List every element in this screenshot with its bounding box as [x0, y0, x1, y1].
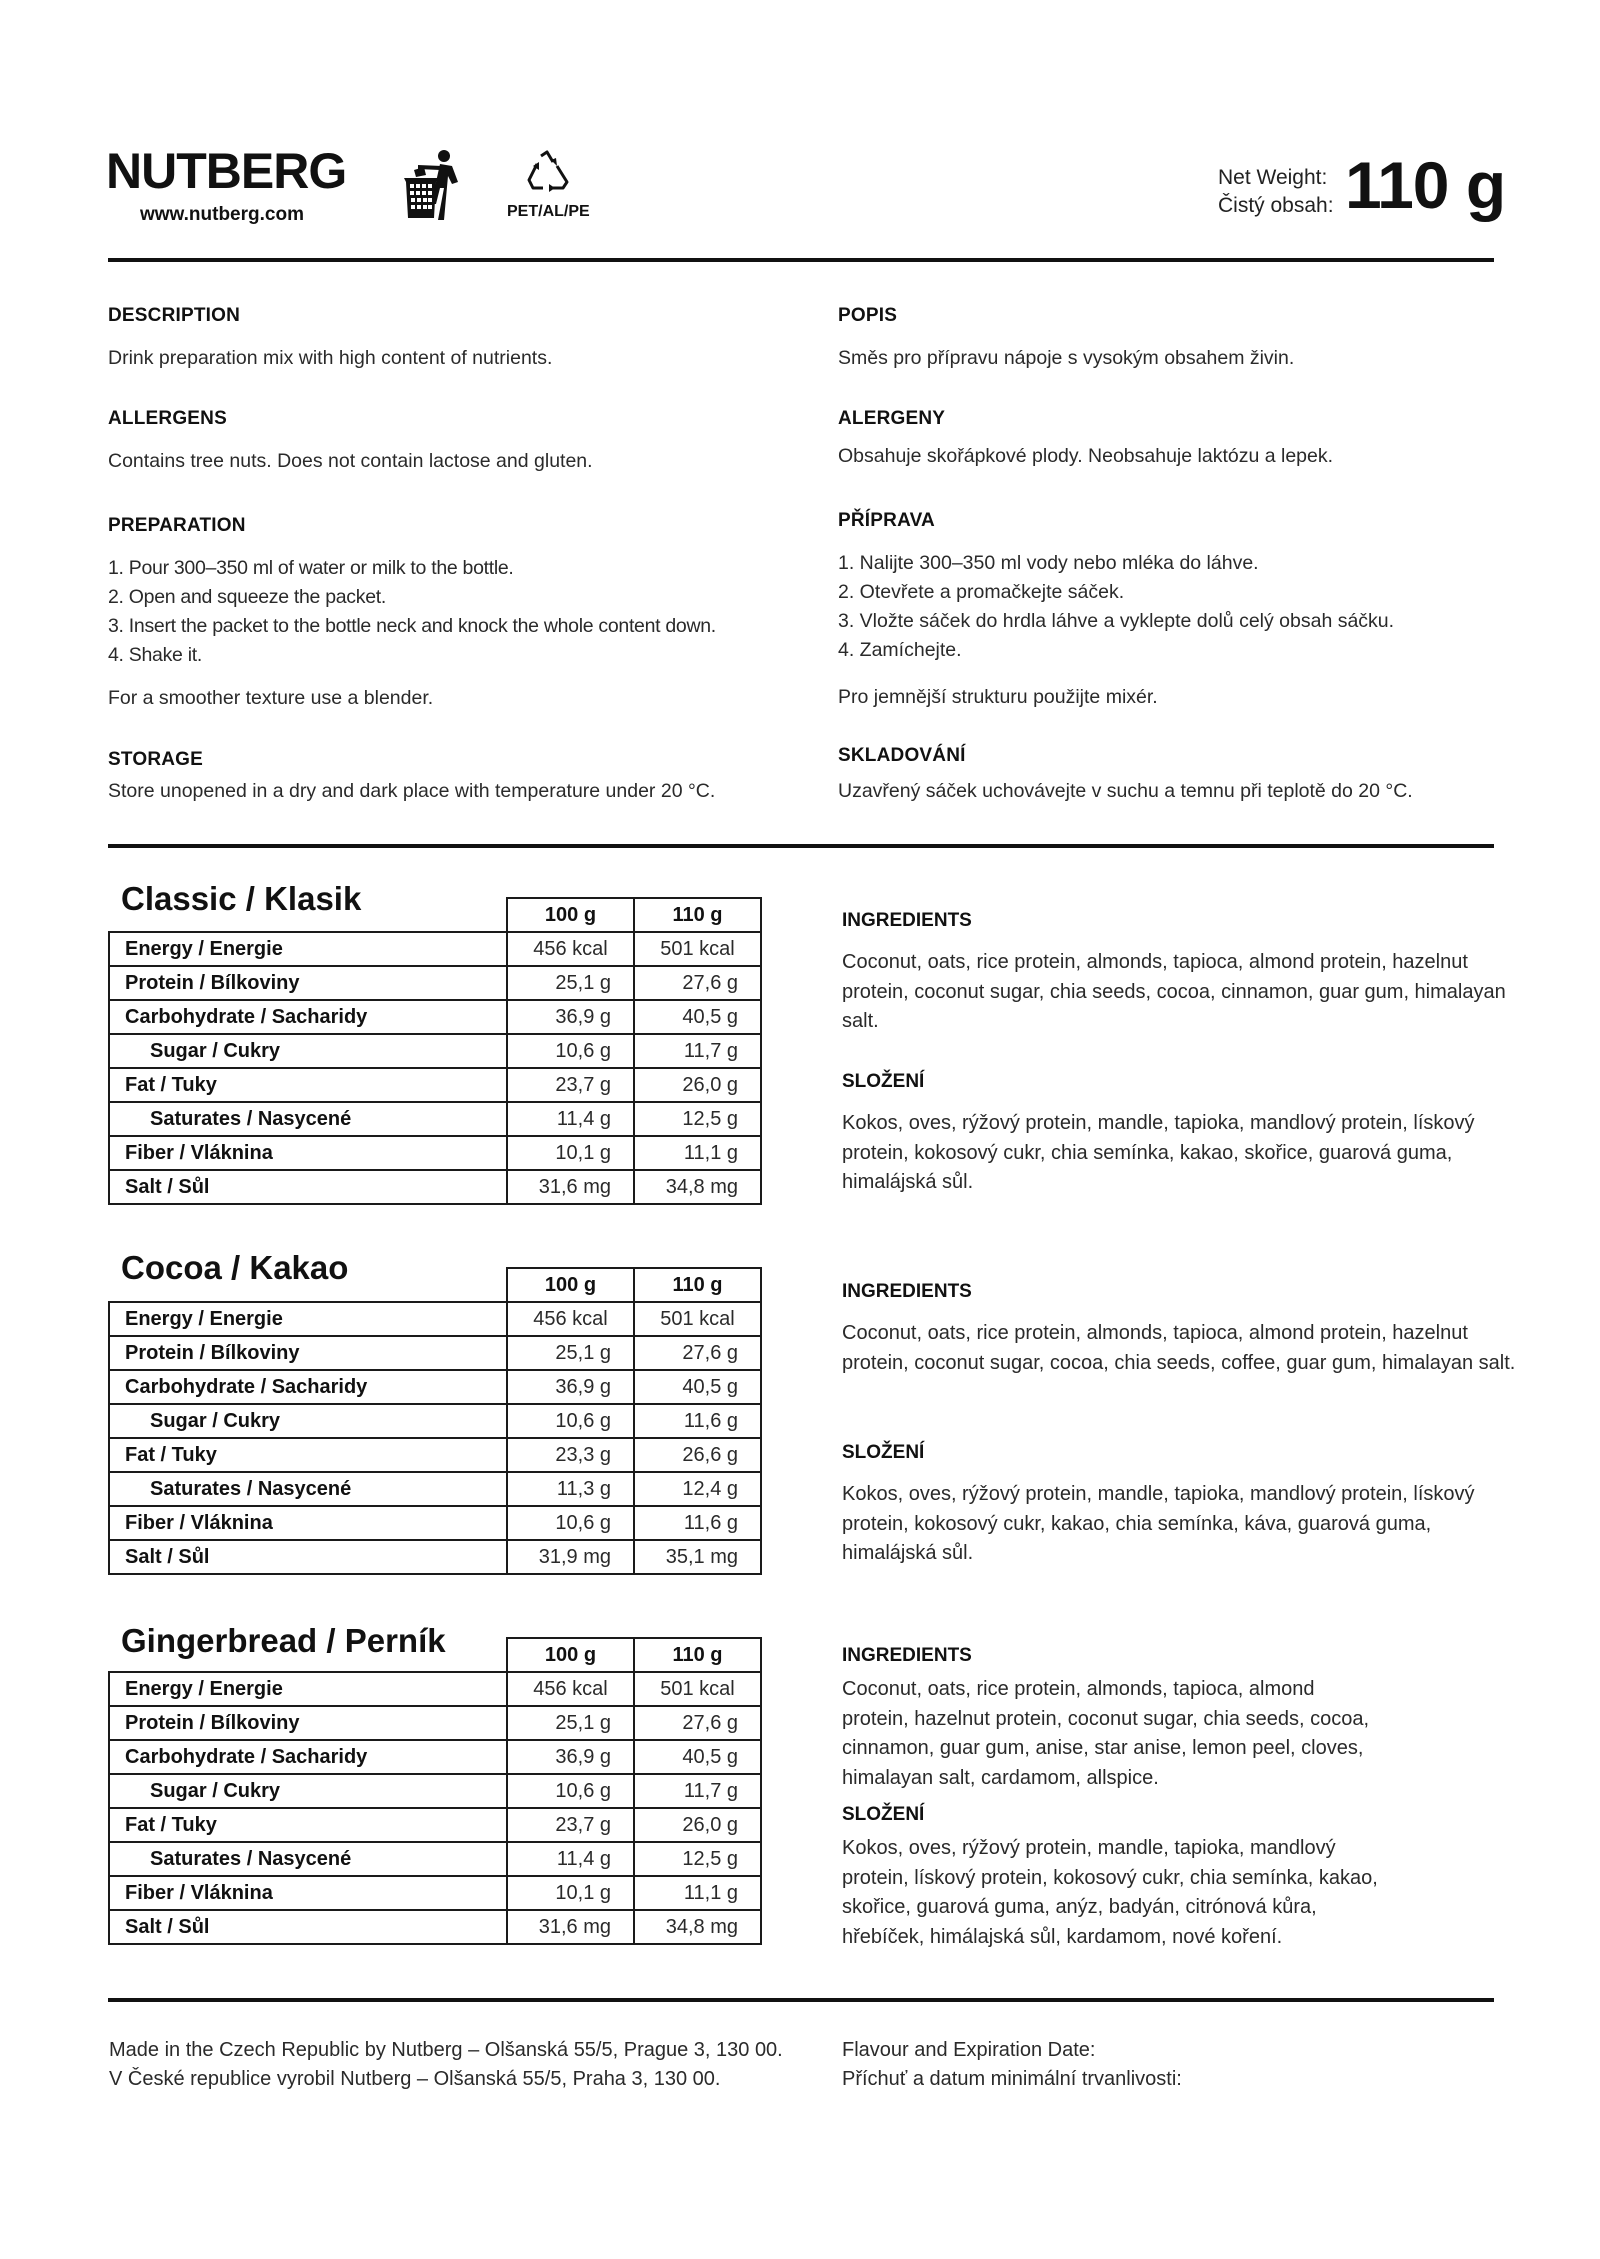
value-110g: 26,0 g — [634, 1068, 761, 1102]
description-heading-en: DESCRIPTION — [108, 305, 241, 326]
slozeni-text-classic: Kokos, oves, rýžový protein, mandle, tapioka, mandlový protein, lískový protein, kokosový cukr, chia semínka, kakao, skořice, guarová guma, himalájská sůl. — [842, 1112, 1475, 1193]
table-row — [109, 1740, 761, 1774]
value-100g: 10,6 g — [507, 1404, 634, 1438]
value-110g: 40,5 g — [634, 1740, 761, 1774]
preparation-step: 1. Pour 300–350 ml of water or milk to the bottle. — [108, 557, 514, 579]
expiry-label-cz: Příchuť a datum minimální trvanlivosti: — [842, 2068, 1182, 2090]
allergens-text-cz: Obsahuje skořápkové plody. Neobsahuje laktózu a lepek. — [838, 445, 1334, 467]
ingredients-heading-cocoa: INGREDIENTS — [842, 1281, 972, 1302]
table-row — [109, 1842, 761, 1876]
manufacturer-info — [109, 2036, 783, 2094]
ingredients-text-cocoa: Coconut, oats, rice protein, almonds, tapioca, almond protein, hazelnut protein, coconut sugar, cocoa, chia seeds, coffee, guar gum, himalayan salt. — [842, 1322, 1516, 1374]
info-divider — [108, 844, 1494, 848]
ingredients-text-classic: Coconut, oats, rice protein, almonds, tapioca, almond protein, hazelnut protein, coconut sugar, chia seeds, cocoa, cinnamon, guar gum, himalayan salt. — [842, 951, 1506, 1032]
table-row — [109, 1034, 761, 1068]
nutrient-label: Sugar / Cukry — [109, 1034, 507, 1068]
nutrient-label: Salt / Sůl — [109, 1910, 507, 1944]
table-row — [109, 1000, 761, 1034]
table-row — [109, 1336, 761, 1370]
value-100g: 25,1 g — [507, 966, 634, 1000]
storage-heading-cz: SKLADOVÁNÍ — [838, 745, 966, 766]
value-100g: 23,7 g — [507, 1808, 634, 1842]
nutrition-table-classic — [108, 897, 762, 1205]
table-row — [109, 1672, 761, 1706]
slozeni-text-gingerbread: Kokos, oves, rýžový protein, mandle, tapioka, mandlový protein, lískový protein, kokosový cukr, chia semínka, kakao, skořice, guarová guma, anýz, badyán, citrónová kůra, hřebíček, himálajská sůl, kardamom, nové koření. — [842, 1837, 1378, 1948]
nutrient-label: Energy / Energie — [109, 1302, 507, 1336]
column-header-100g: 100 g — [507, 1638, 634, 1672]
nutrient-label: Protein / Bílkoviny — [109, 1706, 507, 1740]
preparation-step: 2. Open and squeeze the packet. — [108, 586, 386, 608]
value-110g: 11,6 g — [634, 1404, 761, 1438]
value-110g: 27,6 g — [634, 1706, 761, 1740]
table-header-row — [109, 1268, 761, 1302]
table-row — [109, 966, 761, 1000]
recycle-icon — [523, 150, 571, 194]
value-110g: 11,1 g — [634, 1136, 761, 1170]
column-header-110g: 110 g — [634, 898, 761, 932]
nutrient-label: Saturates / Nasycené — [109, 1842, 507, 1876]
packaging-code: PET/AL/PE — [507, 203, 590, 220]
table-row — [109, 1302, 761, 1336]
nutrient-label: Sugar / Cukry — [109, 1404, 507, 1438]
value-110g: 26,6 g — [634, 1438, 761, 1472]
expiry-info — [842, 2036, 1182, 2094]
value-110g: 11,7 g — [634, 1034, 761, 1068]
nutrient-label: Fat / Tuky — [109, 1808, 507, 1842]
value-110g: 12,5 g — [634, 1102, 761, 1136]
preparation-steps-en — [108, 554, 716, 670]
manufacturer-en: Made in the Czech Republic by Nutberg – Olšanská 55/5, Prague 3, 130 00. — [109, 2039, 783, 2061]
table-row — [109, 1404, 761, 1438]
value-100g: 25,1 g — [507, 1336, 634, 1370]
value-100g: 31,6 mg — [507, 1910, 634, 1944]
allergens-heading-cz: ALERGENY — [838, 408, 946, 429]
value-110g: 26,0 g — [634, 1808, 761, 1842]
value-110g: 27,6 g — [634, 966, 761, 1000]
table-row — [109, 1438, 761, 1472]
column-header-100g: 100 g — [507, 898, 634, 932]
net-weight-label-en: Net Weight: — [1218, 166, 1328, 189]
value-100g: 11,4 g — [507, 1102, 634, 1136]
tidyman-disposal-icon — [400, 148, 460, 222]
preparation-step: 1. Nalijte 300–350 ml vody nebo mléka do láhve. — [838, 552, 1259, 574]
table-row — [109, 1808, 761, 1842]
value-110g: 501 kcal — [634, 1302, 761, 1336]
preparation-heading-cz: PŘÍPRAVA — [838, 510, 935, 531]
brand-logo: NUTBERG — [106, 143, 347, 199]
net-weight-value: 110 g — [1345, 148, 1506, 222]
flavour-title-gingerbread: Gingerbread / Perník — [121, 1622, 446, 1659]
value-100g: 10,1 g — [507, 1136, 634, 1170]
slozeni-heading-gingerbread: SLOŽENÍ — [842, 1804, 925, 1825]
slozeni-text-cocoa: Kokos, oves, rýžový protein, mandle, tapioka, mandlový protein, lískový protein, kokosový cukr, kakao, chia semínka, káva, guarová guma, himalájská sůl. — [842, 1483, 1475, 1564]
storage-text-en: Store unopened in a dry and dark place with temperature under 20 °C. — [108, 780, 716, 802]
value-100g: 36,9 g — [507, 1370, 634, 1404]
value-100g: 11,4 g — [507, 1842, 634, 1876]
table-row — [109, 1774, 761, 1808]
value-110g: 27,6 g — [634, 1336, 761, 1370]
footer-divider — [108, 1998, 1494, 2002]
table-row — [109, 932, 761, 966]
ingredients-heading-gingerbread: INGREDIENTS — [842, 1645, 972, 1666]
net-weight-label — [1218, 164, 1334, 220]
value-100g: 10,6 g — [507, 1034, 634, 1068]
value-100g: 10,1 g — [507, 1876, 634, 1910]
brand-website: www.nutberg.com — [140, 204, 304, 225]
preparation-step: 4. Shake it. — [108, 644, 202, 666]
nutrient-label: Carbohydrate / Sacharidy — [109, 1000, 507, 1034]
value-110g: 12,5 g — [634, 1842, 761, 1876]
nutrient-label: Saturates / Nasycené — [109, 1472, 507, 1506]
table-row — [109, 1876, 761, 1910]
description-heading-cz: POPIS — [838, 305, 898, 326]
column-header-110g: 110 g — [634, 1638, 761, 1672]
preparation-note-cz: Pro jemnější strukturu použijte mixér. — [838, 686, 1158, 708]
value-100g: 10,6 g — [507, 1774, 634, 1808]
nutrient-label: Fiber / Vláknina — [109, 1136, 507, 1170]
value-100g: 456 kcal — [507, 1672, 634, 1706]
ingredients-heading-classic: INGREDIENTS — [842, 910, 972, 931]
value-100g: 31,6 mg — [507, 1170, 634, 1204]
value-100g: 25,1 g — [507, 1706, 634, 1740]
flavour-title-classic: Classic / Klasik — [121, 880, 362, 917]
nutrient-label: Carbohydrate / Sacharidy — [109, 1740, 507, 1774]
storage-text-cz: Uzavřený sáček uchovávejte v suchu a temnu při teplotě do 20 °C. — [838, 780, 1413, 802]
table-header-row — [109, 1638, 761, 1672]
nutrient-label: Carbohydrate / Sacharidy — [109, 1370, 507, 1404]
value-110g: 501 kcal — [634, 932, 761, 966]
nutrient-label: Fat / Tuky — [109, 1068, 507, 1102]
value-110g: 34,8 mg — [634, 1910, 761, 1944]
nutrient-label: Energy / Energie — [109, 1672, 507, 1706]
value-100g: 23,7 g — [507, 1068, 634, 1102]
value-100g: 36,9 g — [507, 1740, 634, 1774]
header-divider — [108, 258, 1494, 262]
value-110g: 35,1 mg — [634, 1540, 761, 1574]
storage-heading-en: STORAGE — [108, 749, 204, 770]
description-text-en: Drink preparation mix with high content of nutrients. — [108, 347, 553, 369]
preparation-heading-en: PREPARATION — [108, 515, 246, 536]
ingredients-text-gingerbread: Coconut, oats, rice protein, almonds, tapioca, almond protein, hazelnut protein, coconut sugar, chia seeds, cocoa, cinnamon, guar gum, anise, star anise, lemon peel, cloves, himalayan salt, cardamom, allspice. — [842, 1678, 1370, 1789]
flavour-title-cocoa: Cocoa / Kakao — [121, 1249, 349, 1286]
allergens-text-en: Contains tree nuts. Does not contain lactose and gluten. — [108, 450, 593, 472]
nutrient-label: Protein / Bílkoviny — [109, 966, 507, 1000]
table-row — [109, 1472, 761, 1506]
table-row — [109, 1706, 761, 1740]
value-100g: 10,6 g — [507, 1506, 634, 1540]
nutrient-label: Fat / Tuky — [109, 1438, 507, 1472]
nutrient-label: Fiber / Vláknina — [109, 1876, 507, 1910]
value-110g: 501 kcal — [634, 1672, 761, 1706]
table-row — [109, 1068, 761, 1102]
value-100g: 36,9 g — [507, 1000, 634, 1034]
column-header-100g: 100 g — [507, 1268, 634, 1302]
preparation-step: 2. Otevřete a promačkejte sáček. — [838, 581, 1125, 603]
nutrient-label: Sugar / Cukry — [109, 1774, 507, 1808]
nutrient-label: Saturates / Nasycené — [109, 1102, 507, 1136]
value-110g: 11,1 g — [634, 1876, 761, 1910]
value-100g: 456 kcal — [507, 932, 634, 966]
nutrition-table-gingerbread — [108, 1637, 762, 1945]
nutrient-label: Fiber / Vláknina — [109, 1506, 507, 1540]
preparation-note-en: For a smoother texture use a blender. — [108, 687, 434, 709]
table-row — [109, 1370, 761, 1404]
value-110g: 11,7 g — [634, 1774, 761, 1808]
preparation-step: 4. Zamíchejte. — [838, 639, 962, 661]
allergens-heading-en: ALLERGENS — [108, 408, 227, 429]
nutrient-label: Salt / Sůl — [109, 1170, 507, 1204]
value-110g: 12,4 g — [634, 1472, 761, 1506]
value-110g: 40,5 g — [634, 1370, 761, 1404]
nutrition-table-cocoa — [108, 1267, 762, 1575]
preparation-steps-cz — [838, 549, 1394, 665]
table-row — [109, 1102, 761, 1136]
net-weight-label-cz: Čistý obsah: — [1218, 194, 1334, 217]
table-row — [109, 1506, 761, 1540]
value-110g: 40,5 g — [634, 1000, 761, 1034]
preparation-step: 3. Vložte sáček do hrdla láhve a vyklepte dolů celý obsah sáčku. — [838, 610, 1395, 632]
table-header-row — [109, 898, 761, 932]
value-100g: 11,3 g — [507, 1472, 634, 1506]
nutrient-label: Protein / Bílkoviny — [109, 1336, 507, 1370]
nutrient-label: Salt / Sůl — [109, 1540, 507, 1574]
slozeni-heading-cocoa: SLOŽENÍ — [842, 1442, 925, 1463]
manufacturer-cz: V České republice vyrobil Nutberg – Olšanská 55/5, Praha 3, 130 00. — [109, 2068, 721, 2090]
table-row — [109, 1910, 761, 1944]
expiry-label-en: Flavour and Expiration Date: — [842, 2039, 1096, 2061]
table-row — [109, 1170, 761, 1204]
value-100g: 31,9 mg — [507, 1540, 634, 1574]
value-100g: 23,3 g — [507, 1438, 634, 1472]
table-row — [109, 1540, 761, 1574]
nutrient-label: Energy / Energie — [109, 932, 507, 966]
description-text-cz: Směs pro přípravu nápoje s vysokým obsahem živin. — [838, 347, 1295, 369]
value-100g: 456 kcal — [507, 1302, 634, 1336]
preparation-step: 3. Insert the packet to the bottle neck and knock the whole content down. — [108, 615, 716, 637]
slozeni-heading-classic: SLOŽENÍ — [842, 1071, 925, 1092]
value-110g: 11,6 g — [634, 1506, 761, 1540]
value-110g: 34,8 mg — [634, 1170, 761, 1204]
table-row — [109, 1136, 761, 1170]
column-header-110g: 110 g — [634, 1268, 761, 1302]
